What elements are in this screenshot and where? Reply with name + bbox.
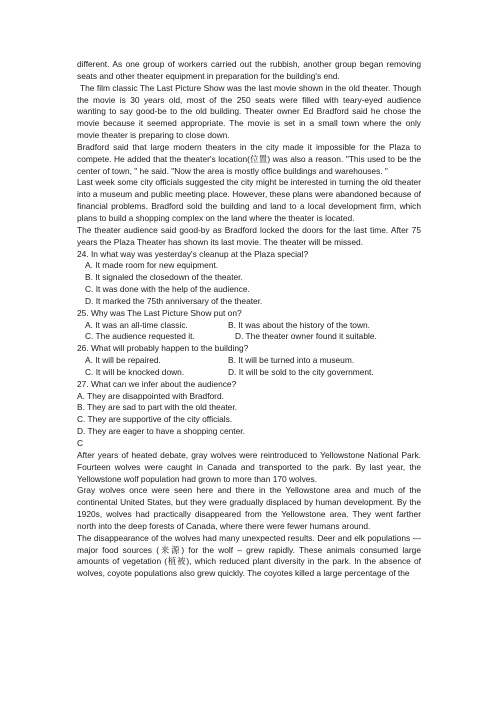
option-a: A. It will be repaired. [85, 355, 161, 366]
options-row [77, 367, 421, 379]
question-27 [77, 379, 421, 438]
passage-b-paragraph-2: The film classic The Last Picture Show was the last movie shown in the old theater. Though the movie is 30 years old, most of the 250 seats were filled with teary-eyed audience wanting to say good-be to the old building. Theater owner Ed Bradford said he chose the movie because it seemed appropriate. The movie is set in a small town where the only movie theater is preparing to close down. [77, 82, 421, 141]
question-24 [77, 249, 421, 308]
question-25 [77, 308, 421, 344]
option-a: A. They are disappointed with Bradford. [77, 390, 224, 401]
question-stem: 24. In what way was yesterday's cleanup at the Plaza special? [77, 248, 309, 259]
page-content [77, 59, 421, 580]
options-row [77, 320, 421, 332]
passage-b-paragraph-5: The theater audience said good-by as Bradford locked the doors for the last time. After 75 years the Plaza Theater has shown its last movie. The theater will be missed. [77, 224, 421, 247]
section-c-paragraph-1: After years of heated debate, gray wolves were reintroduced to Yellowstone National Park. Fourteen wolves were caught in Canada and transported to the park. By last year, the Yellowstone wolf population had grown to more than 170 wolves. [77, 449, 421, 484]
options-row [77, 355, 421, 367]
passage-b-paragraph-3: Bradford said that large modern theaters in the city made it impossible for the Plaza to compete. He added that the theater's location(位置) was also a reason. "This used to be the center of town, " he said. "Now the area is mostly office buildings and warehouses. " [77, 141, 421, 176]
option-d: D. It marked the 75th anniversary of the theater. [85, 295, 263, 306]
question-stem: 26. What will probably happen to the building? [77, 343, 249, 354]
option-c: C. It will be knocked down. [85, 366, 185, 377]
question-26 [77, 343, 421, 379]
option-d: D. It will be sold to the city government. [228, 366, 374, 377]
option-b: B. It will be turned into a museum. [228, 355, 355, 366]
option-c: C. The audience requested it. [85, 331, 195, 342]
option-a: A. It made room for new equipment. [85, 260, 219, 271]
options-row [77, 331, 421, 343]
option-b: B. They are sad to part with the old theater. [77, 402, 237, 413]
option-d: D. They are eager to have a shopping center. [77, 426, 245, 437]
question-stem: 27. What can we infer about the audience? [77, 378, 237, 389]
passage-b-paragraph-1: different. As one group of workers carried out the rubbish, another group began removing seats and other theater equipment in preparation for the building's end. [77, 59, 421, 81]
option-d: D. The theater owner found it suitable. [235, 331, 377, 342]
option-b: B. It was about the history of the town. [228, 319, 370, 330]
section-c-paragraph-3: The disappearance of the wolves had many unexpected results. Deer and elk populations — major food sources (来源) for the wolf – grew rapidly. These animals consumed large amounts of vegetation (植被), which reduced plant diversity in the park. In the absence of wolves, coyote populations also grew quickly. The coyotes killed a large percentage of the [77, 532, 421, 579]
section-c-paragraph-2: Gray wolves once were seen here and there in the Yellowstone area and much of the continental United States, but they were gradually displaced by human development. By the 1920s, wolves had practically disappeared from the Yellowstone area. They went farther north into the deep forests of Canada, where there were fewer humans around. [77, 485, 421, 531]
passage-b-paragraph-4: Last week some city officials suggested the city might be interested in turning the old theater into a museum and public meeting place. However, these plans were abandoned because of financial problems. Bradford sold the building and land to a local development firm, which plans to build a shopping complex on the land where the theater is located. [77, 177, 421, 223]
option-a: A. It was an all-time classic. [85, 319, 188, 330]
section-c-label: C [77, 438, 84, 448]
option-c: C. They are supportive of the city officials. [77, 414, 233, 425]
question-stem: 25. Why was The Last Picture Show put on? [77, 307, 242, 318]
option-b: B. It signaled the closedown of the theater. [85, 272, 243, 283]
option-c: C. It was done with the help of the audience. [85, 284, 250, 295]
